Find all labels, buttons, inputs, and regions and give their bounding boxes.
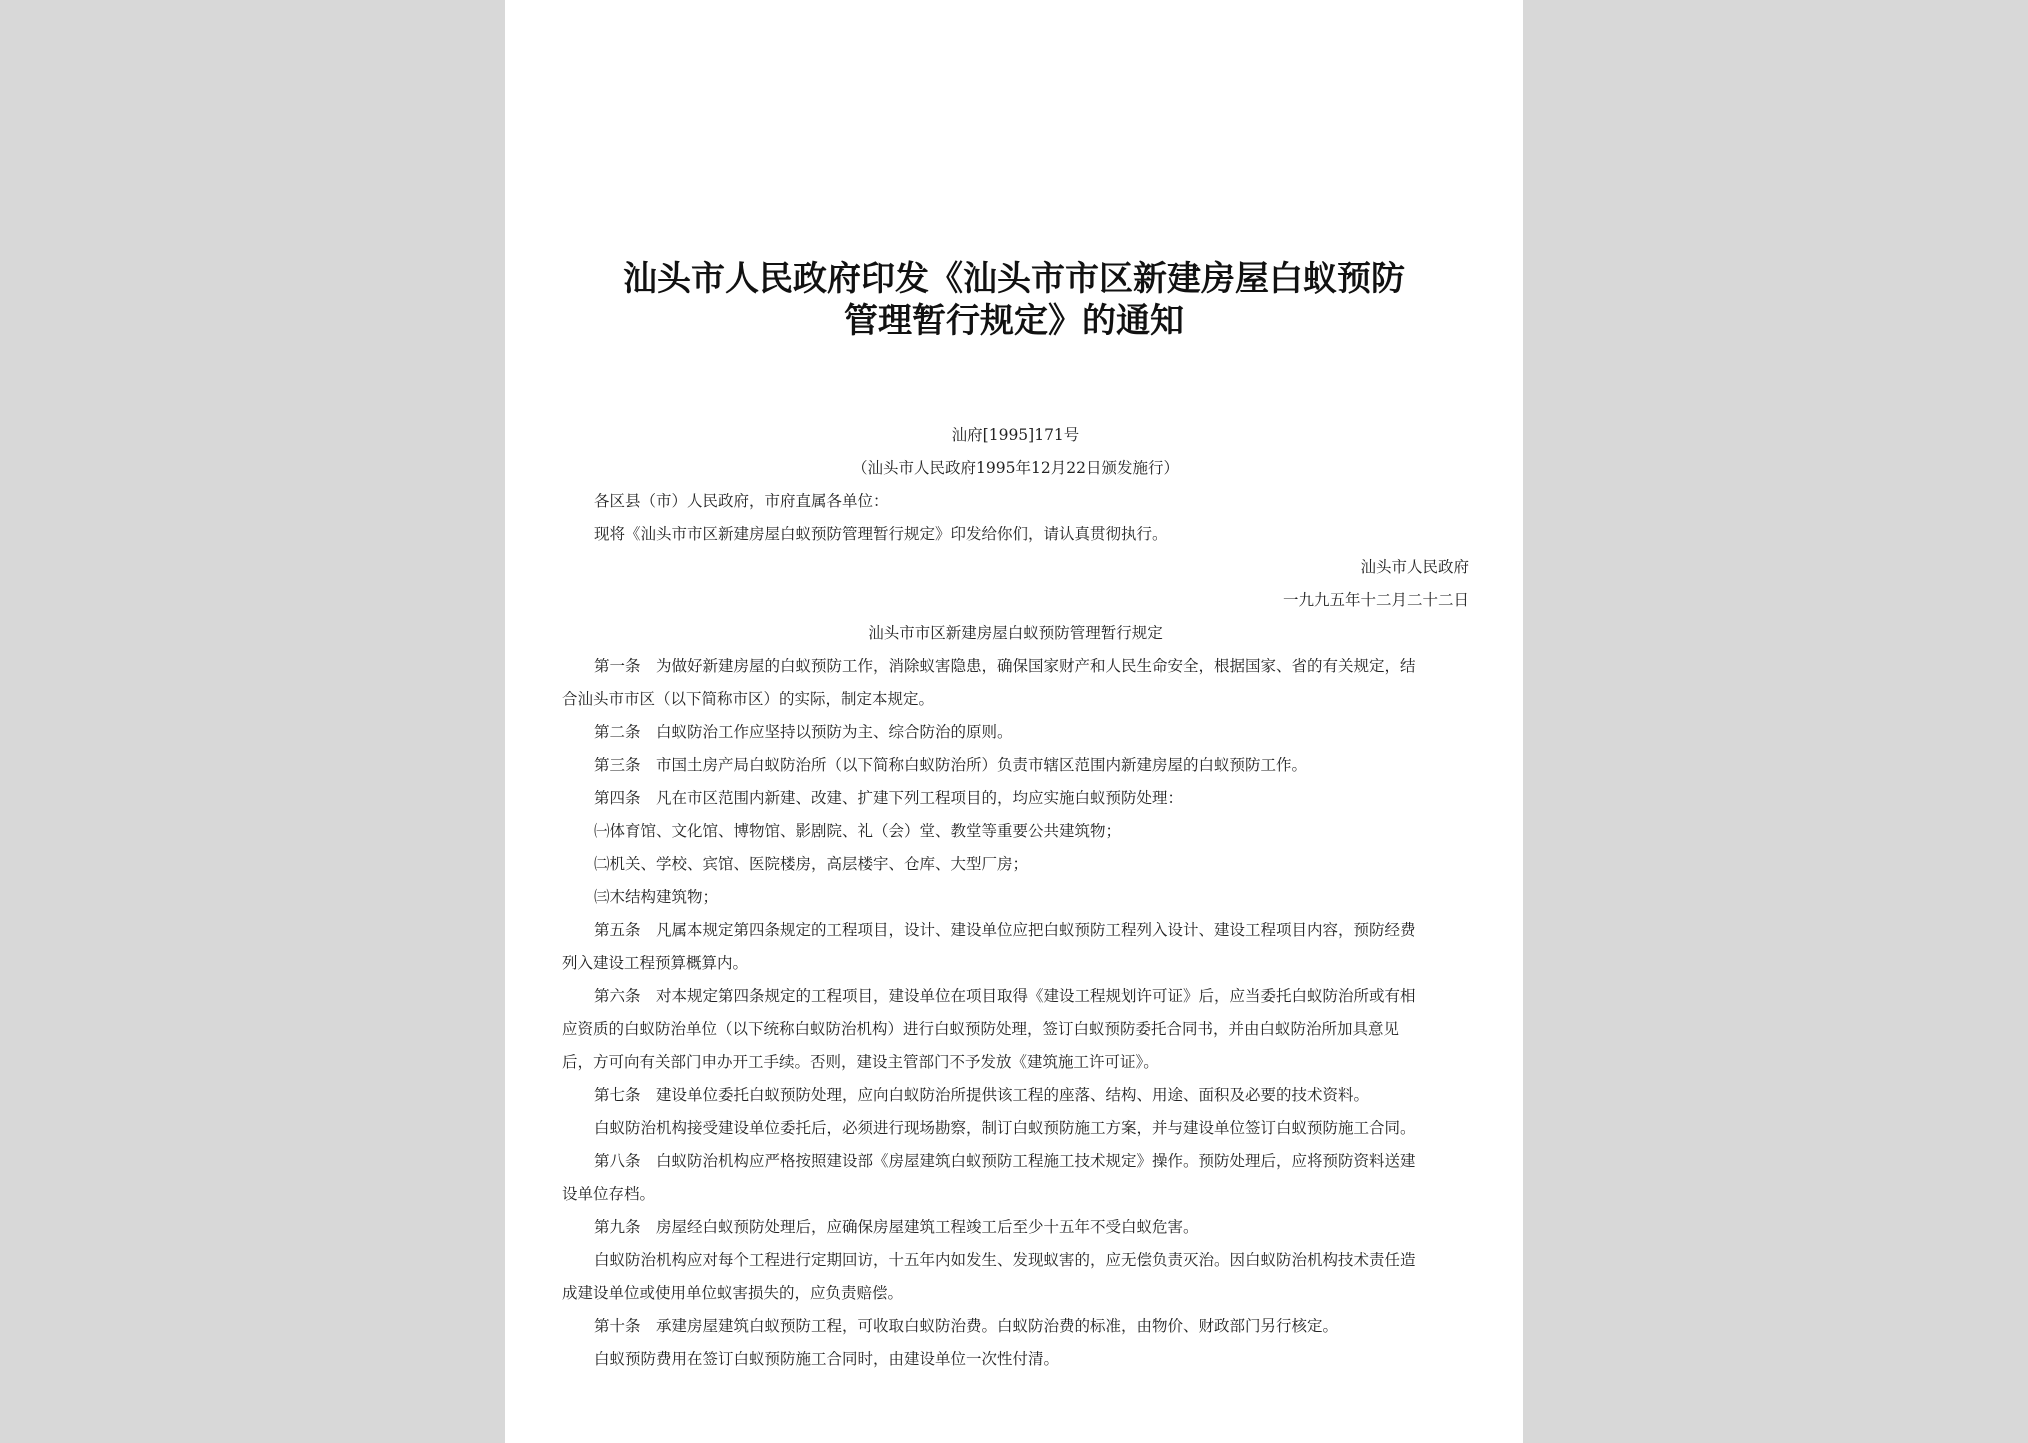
- article-line: 第一条 为做好新建房屋的白蚁预防工作，消除蚁害隐患，确保国家财产和人民生命安全，根据国家、省的有关规定，结: [594, 657, 1416, 675]
- article-line: 成建设单位或使用单位蚁害损失的，应负责赔偿。: [562, 1284, 904, 1302]
- doc-number: 汕府[1995]171号: [951, 426, 1080, 444]
- document-title: [505, 258, 1523, 342]
- article-line: 第三条 市国土房产局白蚁防治所（以下简称白蚁防治所）负责市辖区范围内新建房屋的白蚁预防工作。: [594, 756, 1308, 774]
- article-line: 第二条 白蚁防治工作应坚持以预防为主、综合防治的原则。: [594, 723, 1013, 741]
- article-line: 后，方可向有关部门申办开工手续。否则，建设主管部门不予发放《建筑施工许可证》。: [562, 1053, 1159, 1071]
- regulation-title: 汕头市市区新建房屋白蚁预防管理暂行规定: [868, 624, 1163, 642]
- article-line: 第四条 凡在市区范围内新建、改建、扩建下列工程项目的，均应实施白蚁预防处理：: [594, 789, 1184, 807]
- article-line: 第七条 建设单位委托白蚁预防处理，应向白蚁防治所提供该工程的座落、结构、用途、面积及必要的技术资料。: [594, 1086, 1370, 1104]
- article-line: 第九条 房屋经白蚁预防处理后，应确保房屋建筑工程竣工后至少十五年不受白蚁危害。: [594, 1218, 1199, 1236]
- article-line: 第十条 承建房屋建筑白蚁预防工程，可收取白蚁防治费。白蚁防治费的标准，由物价、财政部门另行核定。: [594, 1317, 1339, 1335]
- title-line: 汕头市人民政府印发《汕头市市区新建房屋白蚁预防: [623, 259, 1405, 299]
- article-line: 合汕头市市区（以下简称市区）的实际，制定本规定。: [562, 690, 935, 708]
- issue-note: （汕头市人民政府1995年12月22日颁发施行）: [852, 459, 1179, 477]
- article-line: ㈡机关、学校、宾馆、医院楼房，高层楼宇、仓库、大型厂房；: [594, 855, 1029, 873]
- article-line: 第八条 白蚁防治机构应严格按照建设部《房屋建筑白蚁预防工程施工技术规定》操作。预防处理后，应将预防资料送建: [594, 1152, 1416, 1170]
- article-line: 列入建设工程预算概算内。: [562, 954, 749, 972]
- intro-paragraph: 现将《汕头市市区新建房屋白蚁预防管理暂行规定》印发给你们，请认真贯彻执行。: [594, 525, 1168, 543]
- document-page: [505, 0, 1523, 1443]
- article-line: 白蚁防治机构接受建设单位委托后，必须进行现场勘察，制订白蚁预防施工方案，并与建设单位签订白蚁预防施工合同。: [594, 1119, 1416, 1137]
- article-line: ㈢木结构建筑物；: [594, 888, 719, 906]
- article-line: ㈠体育馆、文化馆、博物馆、影剧院、礼（会）堂、教堂等重要公共建筑物；: [594, 822, 1122, 840]
- article-line: 白蚁防治机构应对每个工程进行定期回访，十五年内如发生、发现蚁害的，应无偿负责灭治。因白蚁防治机构技术责任造: [594, 1251, 1416, 1269]
- signature-org: 汕头市人民政府: [1360, 558, 1469, 576]
- article-line: 白蚁预防费用在签订白蚁预防施工合同时，由建设单位一次性付清。: [594, 1350, 1060, 1368]
- signature-date: 一九九五年十二月二十二日: [1282, 591, 1469, 609]
- article-line: 第六条 对本规定第四条规定的工程项目，建设单位在项目取得《建设工程规划许可证》后，应当委托白蚁防治所或有相: [594, 987, 1416, 1005]
- article-line: 应资质的白蚁防治单位（以下统称白蚁防治机构）进行白蚁预防处理，签订白蚁预防委托合同书，并由白蚁防治所加具意见: [562, 1020, 1400, 1038]
- article-line: 第五条 凡属本规定第四条规定的工程项目，设计、建设单位应把白蚁预防工程列入设计、建设工程项目内容，预防经费: [594, 921, 1416, 939]
- addressee: 各区县（市）人民政府，市府直属各单位：: [594, 492, 889, 510]
- title-line: 管理暂行规定》的通知: [844, 301, 1184, 341]
- article-line: 设单位存档。: [562, 1185, 656, 1203]
- document-body: [562, 419, 1469, 1376]
